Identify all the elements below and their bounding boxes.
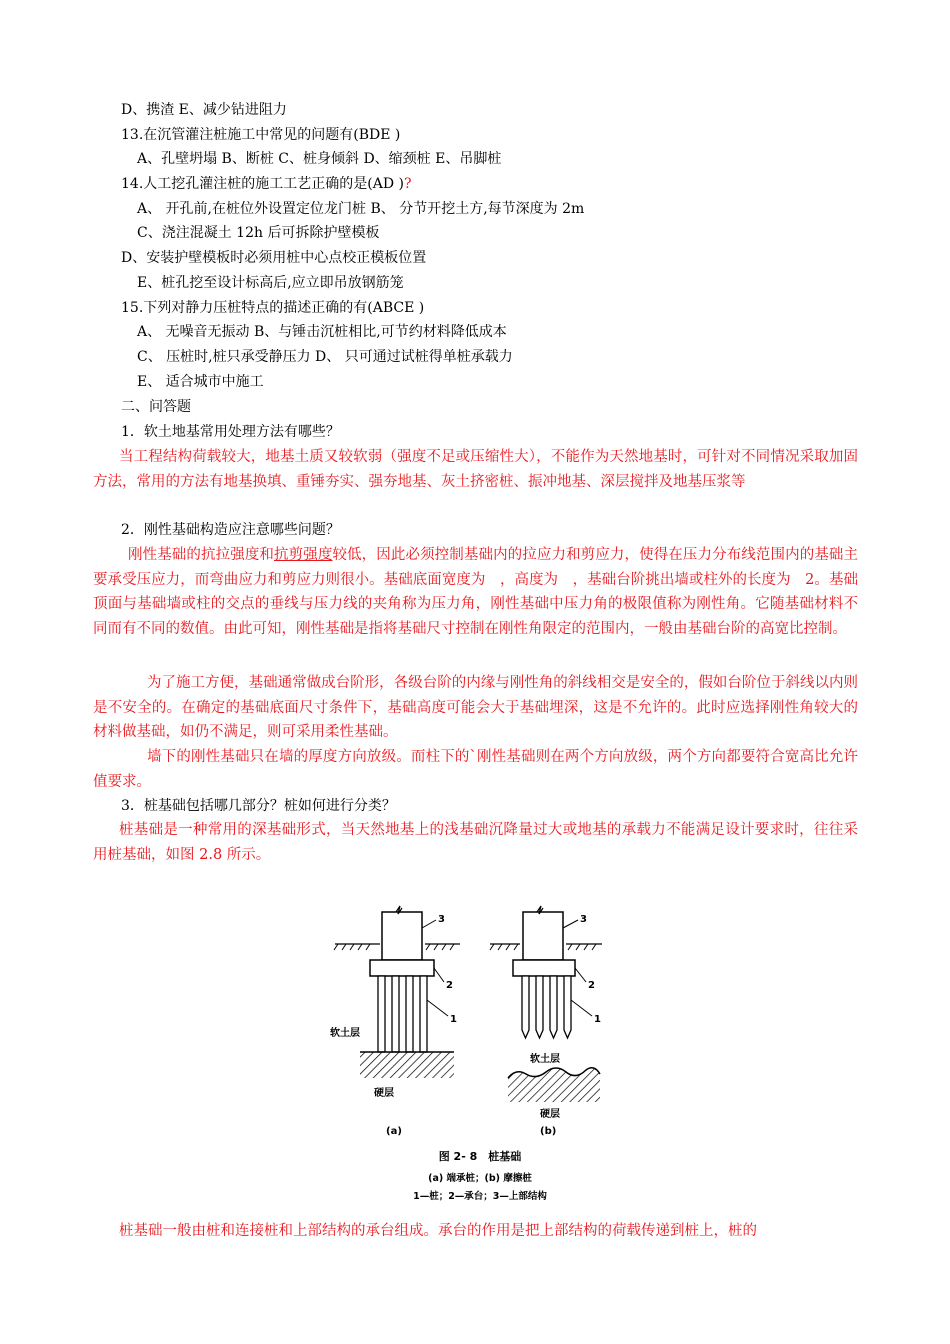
question-14-option-a-b: A、 开孔前,在桩位外设置定位龙门桩 B、 分节开挖土方,每节深度为 2m xyxy=(137,201,585,217)
question-mark: ? xyxy=(403,176,412,192)
question-14-option-c: C、浇注混凝土 12h 后可拆除护壁模板 xyxy=(137,225,380,241)
qa-question-1: 1．软土地基常用处理方法有哪些？ xyxy=(121,424,340,440)
label-1-a: 1 xyxy=(450,1014,457,1025)
label-1-b: 1 xyxy=(594,1014,601,1025)
question-15-option-a-b: A、 无噪音无振动 B、与锤击沉桩相比,可节约材料降低成本 xyxy=(137,324,507,340)
friction-pile-diagram xyxy=(490,906,602,1102)
question-14-option-d: D、安装护壁模板时必须用桩中心点校正模板位置 xyxy=(121,250,427,266)
answer-2-underlined: 抗剪强度 xyxy=(274,547,333,563)
label-3-a: 3 xyxy=(438,914,445,925)
question-13: 13.在沉管灌注桩施工中常见的问题有(BDE ) xyxy=(121,127,401,143)
qa-answer-1: 当工程结构荷载较大，地基土质又较软弱（强度不足或压缩性大），不能作为天然地基时，可针对不同情况采取加固方法，常用的方法有地基换填、重锤夯实、强夯地基、灰土挤密桩、振冲地基、深层搅拌及地基压浆等 xyxy=(93,449,858,490)
subfigure-tag-a: (a) xyxy=(386,1126,402,1137)
section-heading: 二、问答题 xyxy=(121,399,191,415)
label-2-a: 2 xyxy=(446,980,453,991)
question-13-options: A、孔壁坍塌 B、断桩 C、桩身倾斜 D、缩颈桩 E、吊脚桩 xyxy=(137,151,502,167)
label-3-b: 3 xyxy=(580,914,587,925)
soft-layer-label-a: 软土层 xyxy=(330,1028,360,1039)
hard-layer-label-a: 硬层 xyxy=(374,1088,394,1099)
question-15-option-e: E、 适合城市中施工 xyxy=(137,374,264,390)
figure-subcaption: (a) 端承桩；(b) 摩擦桩 xyxy=(428,1173,532,1184)
soft-layer-label-b: 软土层 xyxy=(530,1054,560,1065)
figure-legend: 1—桩；2—承台；3—上部结构 xyxy=(413,1191,547,1202)
qa-answer-3: 桩基础是一种常用的深基础形式，当天然地基上的浅基础沉降量过大或地基的承载力不能满足设计要求时，往往采用桩基础，如图 2.8 所示。 xyxy=(93,822,858,863)
figure-caption: 图 2- 8 桩基础 xyxy=(438,1150,522,1163)
question-15: 15.下列对静力压桩特点的描述正确的有(ABCE ) xyxy=(121,300,425,316)
end-bearing-pile-diagram xyxy=(334,906,460,1078)
answer-2-part-2: 较低，因此必须控制基础内的拉应力和剪应力，使得在压力分布线范围内的基础主要承受压应力，而弯曲应力和剪应力则很小。基础底面宽度为 ，高度为 ，基础台阶挑出墙或柱外的长度为 2。基础顶面与基础墙或柱的交点的垂线与压力线的夹角称为压力角，刚性基础中压力角的极限值称为刚性角。它随基础材料不同而有不同的数值。由此可知，刚性基础是指将基础尺寸控制在刚性角限定的范围内，一般由基础台阶的高宽比控制。 xyxy=(93,547,859,637)
qa-answer-2-paragraph-3: 墙下的刚性基础只在墙的厚度方向放级。而柱下的`刚性基础则在两个方向放级，两个方向都要符合宽高比允许值要求。 xyxy=(93,749,858,790)
question-14-option-e: E、桩孔挖至设计标高后,应立即吊放钢筋笼 xyxy=(137,275,404,291)
qa-answer-2-paragraph-2: 为了施工方便，基础通常做成台阶形，各级台阶的内缘与刚性角的斜线相交是安全的，假如台阶位于斜线以内则是不安全的。在确定的基础底面尺寸条件下，基础高度可能会大于基础埋深，这是不允许的。此时应选择刚性角较大的材料做基础，如仍不满足，则可采用柔性基础。 xyxy=(93,675,858,740)
qa-answer-3-continued: 桩基础一般由桩和连接桩和上部结构的承台组成。承台的作用是把上部结构的荷载传递到桩上，桩的 xyxy=(119,1223,757,1239)
question-14-text: 14.人工挖孔灌注桩的施工工艺正确的是(AD ) xyxy=(121,176,404,192)
option-line-d-e: D、携渣 E、减少钻进阻力 xyxy=(121,102,287,118)
hard-layer-label-b: 硬层 xyxy=(540,1109,560,1120)
qa-question-3: 3．桩基础包括哪几部分？桩如何进行分类？ xyxy=(121,798,396,814)
pile-foundation-figure xyxy=(330,900,630,1210)
label-2-b: 2 xyxy=(588,980,595,991)
qa-question-2: 2．刚性基础构造应注意哪些问题？ xyxy=(121,522,340,538)
question-15-option-c-d: C、 压桩时,桩只承受静压力 D、 只可通过试桩得单桩承载力 xyxy=(137,349,513,365)
answer-2-part-1: 刚性基础的抗拉强度和 xyxy=(128,547,275,563)
question-14 xyxy=(121,174,412,194)
qa-answer-2 xyxy=(93,543,858,641)
subfigure-tag-b: (b) xyxy=(540,1126,557,1137)
